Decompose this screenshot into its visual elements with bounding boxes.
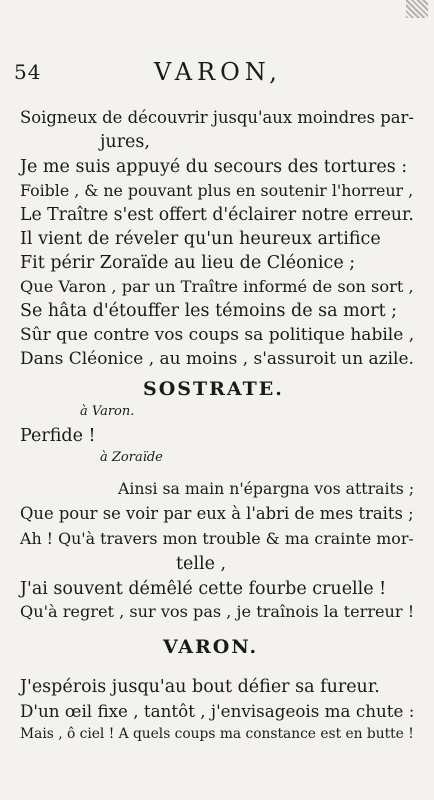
stage-direction: à Varon. [80, 404, 135, 419]
speaker-name: SOSTRATE. [143, 378, 284, 400]
verse-line: Se hâta d'étouffer les témoins de sa mort ; [20, 301, 398, 321]
verse-line: Que pour se voir par eux à l'abri de mes traits ; [20, 504, 414, 523]
verse-line: jures, [100, 132, 150, 152]
verse-line: Mais , ô ciel ! A quels coups ma constance est en butte ! [20, 726, 414, 742]
verse-line: Il vient de réveler qu'un heureux artifice [20, 229, 381, 249]
verse-line: Que Varon , par un Traître informé de son sort , [20, 277, 414, 296]
page-number: 54 [14, 60, 42, 84]
verse-line: Ah ! Qu'à travers mon trouble & ma crainte mor- [20, 529, 414, 548]
scan-corner-mark [406, 0, 428, 18]
running-head: VARON, [154, 58, 282, 86]
verse-line: Perfide ! [20, 426, 96, 446]
verse-line: J'espérois jusqu'au bout défier sa fureur. [20, 677, 380, 697]
page-header [14, 58, 414, 90]
verse-line: Dans Cléonice , au moins , s'assuroit un azile. [20, 349, 414, 369]
verse-line: Sûr que contre vos coups sa politique habile , [20, 325, 415, 345]
verse-line: J'ai souvent démêlé cette fourbe cruelle ! [20, 579, 387, 599]
verse-line: Je me suis appuyé du secours des tortures : [20, 157, 408, 177]
verse-line: telle , [176, 554, 227, 574]
verse-line: D'un œil fixe , tantôt , j'envisageois ma chute : [20, 701, 415, 721]
verse-line: Fit périr Zoraïde au lieu de Cléonice ; [20, 253, 356, 273]
verse-line: Le Traître s'est offert d'éclairer notre erreur. [20, 205, 414, 225]
verse-line: Soigneux de découvrir jusqu'aux moindres par- [20, 108, 414, 127]
speaker-name: VARON. [163, 636, 259, 658]
verse-line: Ainsi sa main n'épargna vos attraits ; [118, 479, 415, 498]
verse-line: Qu'à regret , sur vos pas , je traînois la terreur ! [20, 602, 415, 621]
stage-direction: à Zoraïde [100, 450, 163, 465]
verse-line: Foible , & ne pouvant plus en soutenir l'horreur , [20, 181, 414, 200]
